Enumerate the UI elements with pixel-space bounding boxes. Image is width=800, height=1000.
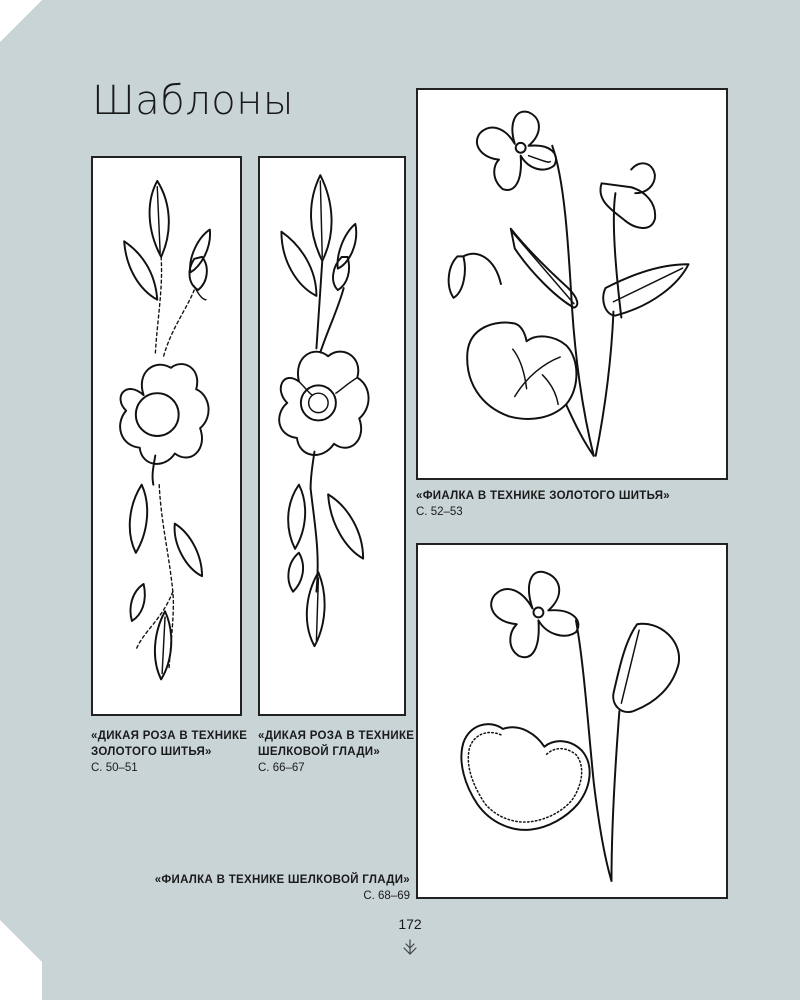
caption-title-line: «ФИАЛКА В ТЕХНИКЕ ЗОЛОТОГО ШИТЬЯ» [416, 490, 670, 502]
rose-goldwork-drawing [93, 158, 240, 714]
page-title: Шаблоны [92, 78, 294, 124]
caption-violet-goldwork [416, 488, 728, 520]
template-frame-rose-goldwork [91, 156, 242, 716]
rose-satin-drawing [260, 158, 404, 714]
caption-pages: С. 66–67 [258, 762, 305, 774]
caption-rose-satin [258, 728, 418, 776]
leaf-arrow-down-icon [400, 938, 420, 958]
template-frame-violet-goldwork [416, 88, 728, 480]
caption-title-line: «ФИАЛКА В ТЕХНИКЕ ШЕЛКОВОЙ ГЛАДИ» [154, 874, 410, 886]
caption-violet-satin [100, 872, 410, 904]
caption-pages: С. 52–53 [416, 506, 463, 518]
page-number: 172 [398, 916, 422, 932]
caption-rose-goldwork [91, 728, 251, 776]
caption-title-line: «ДИКАЯ РОЗА В ТЕХНИКЕ [258, 730, 415, 742]
caption-title-line: «ДИКАЯ РОЗА В ТЕХНИКЕ [91, 730, 248, 742]
caption-title-line: ШЕЛКОВОЙ ГЛАДИ» [258, 746, 381, 758]
caption-title-line: ЗОЛОТОГО ШИТЬЯ» [91, 746, 212, 758]
template-frame-rose-satin [258, 156, 406, 716]
violet-satin-drawing [418, 545, 726, 897]
caption-pages: С. 50–51 [91, 762, 138, 774]
caption-pages: С. 68–69 [363, 890, 410, 902]
template-frame-violet-satin [416, 543, 728, 899]
violet-goldwork-drawing [418, 90, 726, 478]
